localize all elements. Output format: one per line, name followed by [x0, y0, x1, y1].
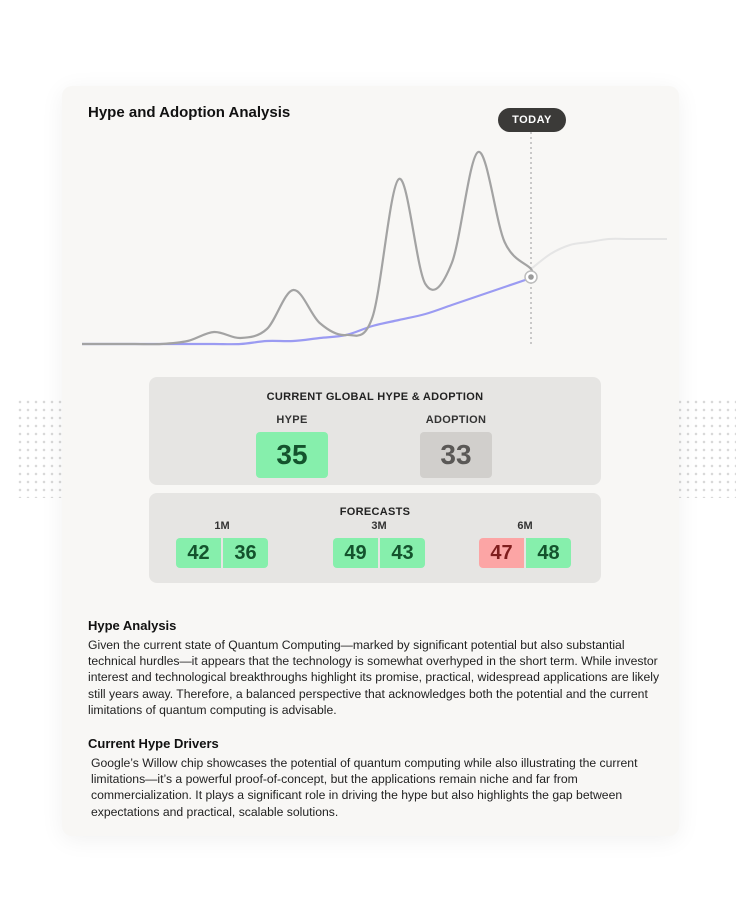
forecast-1m	[176, 538, 268, 568]
projection-line	[531, 239, 667, 269]
decorative-dots-right	[676, 398, 736, 498]
today-point-inner	[528, 274, 534, 280]
hype-drivers-text: Google’s Willow chip showcases the potential of quantum computing while also illustrating the current limitations—it’s a powerful proof-of-concept, but the applications remain niche and far from commercialization. It plays a significant role in driving the hype but also highlights the gap between expectations and practical, scalable solutions.	[91, 756, 638, 819]
adoption-line	[82, 278, 531, 344]
forecast-3m-hype: 49	[333, 538, 378, 568]
today-badge: TODAY	[498, 108, 566, 132]
forecast-6m-adoption: 48	[526, 538, 571, 568]
forecast-1m-label: 1M	[214, 520, 230, 532]
hype-value-box: 35	[256, 432, 328, 478]
forecasts-title: FORECASTS	[339, 506, 411, 518]
forecast-3m-adoption: 43	[380, 538, 425, 568]
hype-analysis-heading: Hype Analysis	[88, 618, 177, 633]
adoption-label: ADOPTION	[425, 414, 487, 426]
forecast-1m-hype: 42	[176, 538, 221, 568]
hype-adoption-card	[62, 86, 679, 836]
current-panel-title: CURRENT GLOBAL HYPE & ADOPTION	[266, 391, 484, 403]
hype-line	[82, 152, 533, 344]
forecast-6m-hype: 47	[479, 538, 524, 568]
hype-analysis-text: Given the current state of Quantum Computing—marked by significant potential but also substantial technical hurdles—it appears that the technology is somewhat overhyped in the short term. While investor interest and technological breakthroughs highlight its promise, practical, widespread applications are likely still years away. Therefore, a balanced perspective that acknowledges both the potential and the current limitations of quantum computing is advisable.	[88, 638, 660, 717]
hype-drivers-heading: Current Hype Drivers	[88, 736, 219, 751]
forecast-6m-label: 6M	[517, 520, 533, 532]
forecast-3m-label: 3M	[371, 520, 387, 532]
hype-adoption-chart	[62, 86, 679, 356]
hype-label: HYPE	[276, 414, 308, 426]
adoption-value-box: 33	[420, 432, 492, 478]
forecast-1m-adoption: 36	[223, 538, 268, 568]
forecast-3m	[333, 538, 425, 568]
forecasts-panel	[149, 493, 601, 583]
current-panel	[149, 377, 601, 485]
card-title: Hype and Adoption Analysis	[88, 104, 291, 121]
forecast-6m	[479, 538, 571, 568]
